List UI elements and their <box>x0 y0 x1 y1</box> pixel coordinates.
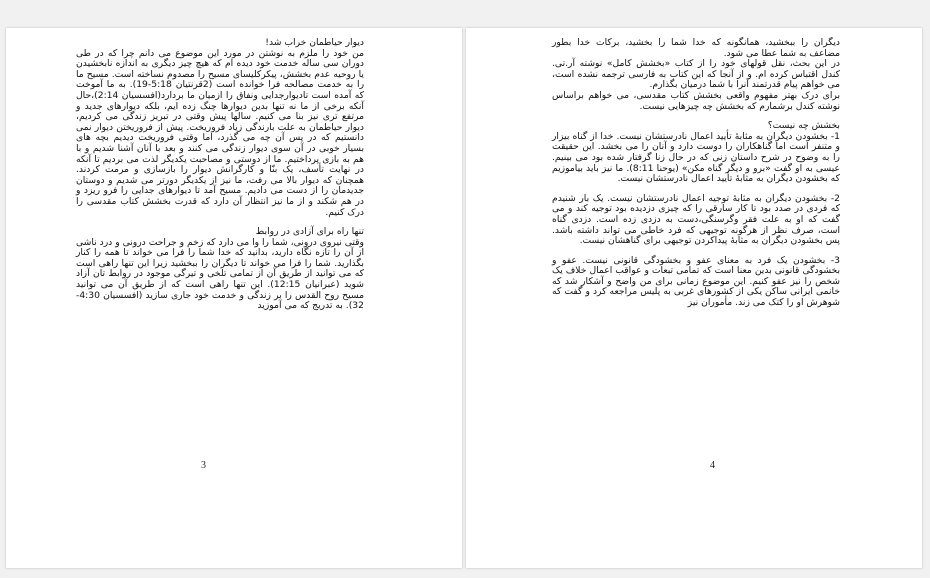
paragraph-text: 2- بخشودن دیگران به مثابۀ توجیه اعمال نادرستشان نیست. یک بار شنیدم که فردی در صدد بود تا کار سارقی را که چیزی دزدیده بود توجیه کند و می گفت که او به علت فقر وگرسنگی،دست به دزدی زده است. دزدی گناه است، صرف نظر از هرگونه توجیهی که فرد خاطی می تواند داشته باشد. پس بخشودن دیگران به مثابۀ پیداکردن توجیهی برای گناهشان نیست. <box>552 192 840 247</box>
paragraph <box>552 194 840 247</box>
paragraph <box>76 227 364 312</box>
paragraph <box>552 256 840 309</box>
paragraph <box>76 38 364 218</box>
paragraph <box>552 38 840 59</box>
page-3 <box>6 28 462 568</box>
paragraph-text: دیگران را ببخشید، همانگونه که خدا شما را بخشید، برکات خدا بطور مضاعف به شما عطا می شود. <box>552 37 840 59</box>
paragraph-text: من خود را ملزم به نوشتن در مورد این موضوع می دانم چرا که در طی دوران سی ساله خدمت خود دیده ام که هیچ چیز دیگری به اندازه نابخشیدن یا روحیه عدم بخشش، پیکرکلیسای مسیح را مصدوم نساخته است. مسیح ما را به خدمت مصالحه فرا خوانده است (2قرنتیان 5:18-19). به ما آموخت که آمده است تادیوارجدایی ونفاق را ازمیان ما بردارد(افسسیان 2:14)،حال آنکه برخی از ما نه تنها بدین دیوارها چنگ زده ایم، بلکه دیوارهای جدید و مرتفع تری نیز بنا می کنیم. سالها پیش وقتی در تبریز زندگی می کردیم، دیوار حیاطمان به علت بارندگی زیاد فروریخت. پیش از فروریختن دیوار نمی دانستیم که در پس آن چه می گذرد، اما وقتی فروریخت دیدیم بچه های بسیار خوبی در آن سوی دیوار زندگی می کنند و بعد با آنان آشنا شدیم و با هم به بازی پرداختیم. ما از دوستی و مصاحبت یکدیگر لذت می بردیم تا آنکه در نهایت تأسف، یک بنّا و کارگرانش دیوار را بازسازی و مرمت کردند. همچنان که دیوار بالا می رفت، ما نیز از یکدیگر دورتر می شدیم و دوستان جدیدمان را از دست می دادیم. مسیح آمد تا دیوارهای جدایی را فرو ریزد و در هم شکند و از ما نیز انتظار آن دارد که قدرت بخشش کتاب مقدسی را درک کنیم. <box>76 47 365 218</box>
paragraph-text: 3- بخشودن یک فرد به معنای عفو و بخشودگی قانونی نیست. عفو و بخشودگی قانونی بدین معنا است که تمامی تبعات و عواقب اعمال خلاف یک شخص را نیز عفو کنیم. این موضوع زمانی برای من واضح و آشکار شد که خانمی ایرانی ساکن یکی از کشورهای غربی به پلیس مراجعه کرد و گفت که شوهرش او را کتک می زند. مأموران نیز <box>552 254 840 309</box>
paragraph-text: وقتی نیروی درونی، شما را وا می دارد که زخم و جراحت درونی و درد ناشی از آن را تازه نگاه دارید، بدانید که خدا شما را فرا می خواند تا همه را کنار بگذارید. شما را فرا می خواند تا دیگران را ببخشید زیرا این تنها راهی است که می توانید از طریق آن از تمامی تلخی و تیرگی موجود در روابط تان آزاد شوید (عبرانیان 12:15). این تنها راهی است که از طریق آن می توانید مسیح روح القدس را بر زندگی و خدمت خود جاری سازید (افسسیان 4:30-32). به تدریج که می آموزید <box>76 236 364 312</box>
section-heading: بخشش چه نیست؟ <box>767 120 840 132</box>
paragraph-text: در این بحث، نقل قولهای خود را از کتاب «بخشش کامل» نوشته آر.تی. کندل اقتباس کرده ام. و از آنجا که این کتاب به فارسی ترجمه نشده است، می خواهم پیام قدرتمند آنرا با شما درمیان بگذارم. <box>552 58 840 91</box>
page-number: 4 <box>710 460 715 471</box>
paragraph-text: 1- بخشودن دیگران به مثابۀ تأیید اعمال نادرستشان نیست. خدا از گناه بیزار و متنفر است اما گناهکاران را دوست دارد و آنان را می بخشد. این حقیقت را به وضوح در شرح داستان زنی که در حال زنا گرفتار شده بود می بینیم. عیسی به او گفت «برو و دیگر گناه مکن» (یوحنا 8:11). ما نیز باید بیاموزیم که بخشودن دیگران به مثابۀ تأیید اعمال نادرستشان نیست. <box>552 130 841 185</box>
page-text-column <box>552 38 840 318</box>
section-heading: تنها راه برای آزادی در روابط <box>255 226 364 238</box>
page-text-column <box>76 38 364 321</box>
section-heading: دیوار حیاطمان خراب شد! <box>265 37 364 48</box>
page-number: 3 <box>201 460 206 471</box>
paragraph <box>552 121 840 185</box>
paragraph <box>552 91 840 112</box>
paragraph-text: برای درک بهتر مفهوم واقعی بخشش کتاب مقدسی، می خواهم براساس نوشته کندل برشمارم که بخشش چه چیزهایی نیست. <box>552 89 840 112</box>
page-4 <box>466 28 922 568</box>
paragraph <box>552 59 840 91</box>
